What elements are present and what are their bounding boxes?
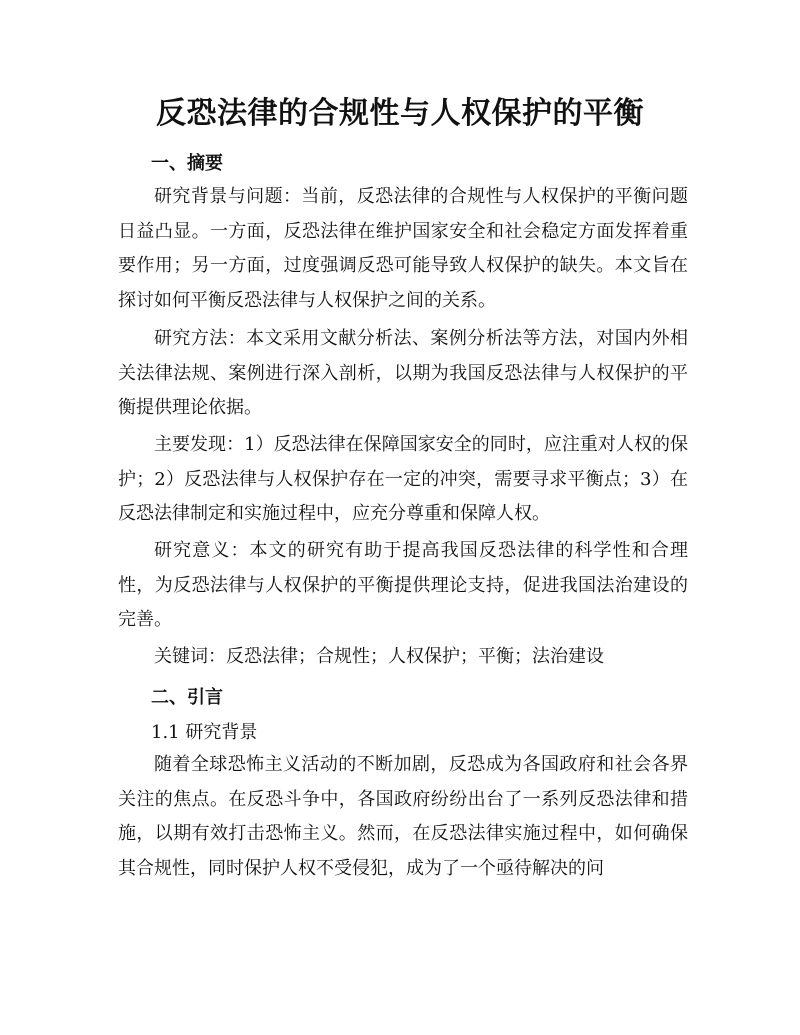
abstract-background-paragraph: 研究背景与问题：当前，反恐法律的合规性与人权保护的平衡问题日益凸显。一方面，反恐法律在维护国家安全和社会稳定方面发挥着重要作用；另一方面，过度强调反恐可能导致人权保护的缺失。本文旨在探讨如何平衡反恐法律与人权保护之间的关系。 [118, 186, 688, 311]
keywords-line: 关键词：反恐法律；合规性；人权保护；平衡；法治建设 [154, 646, 604, 667]
abstract-significance-paragraph: 研究意义：本文的研究有助于提高我国反恐法律的科学性和合理性，为反恐法律与人权保护的平衡提供理论支持，促进我国法治建设的完善。 [118, 540, 688, 630]
section-heading-introduction: 二、引言 [151, 687, 223, 708]
introduction-paragraph: 随着全球恐怖主义活动的不断加剧，反恐成为各国政府和社会各界关注的焦点。在反恐斗争中，各国政府纷纷出台了一系列反恐法律和措施，以期有效打击恐怖主义。然而，在反恐法律实施过程中，如何确保其合规性，同时保护人权不受侵犯，成为了一个亟待解决的问 [118, 754, 688, 879]
abstract-findings-paragraph: 主要发现：1）反恐法律在保障国家安全的同时，应注重对人权的保护；2）反恐法律与人权保护存在一定的冲突，需要寻求平衡点；3）在反恐法律制定和实施过程中，应充分尊重和保障人权。 [118, 434, 688, 524]
document-title: 反恐法律的合规性与人权保护的平衡 [156, 96, 644, 131]
section-heading-abstract: 一、摘要 [151, 153, 223, 174]
abstract-methods-paragraph: 研究方法：本文采用文献分析法、案例分析法等方法，对国内外相关法律法规、案例进行深入剖析，以期为我国反恐法律与人权保护的平衡提供理论依据。 [118, 328, 688, 418]
subsection-heading-research-background: 1.1 研究背景 [151, 722, 258, 743]
